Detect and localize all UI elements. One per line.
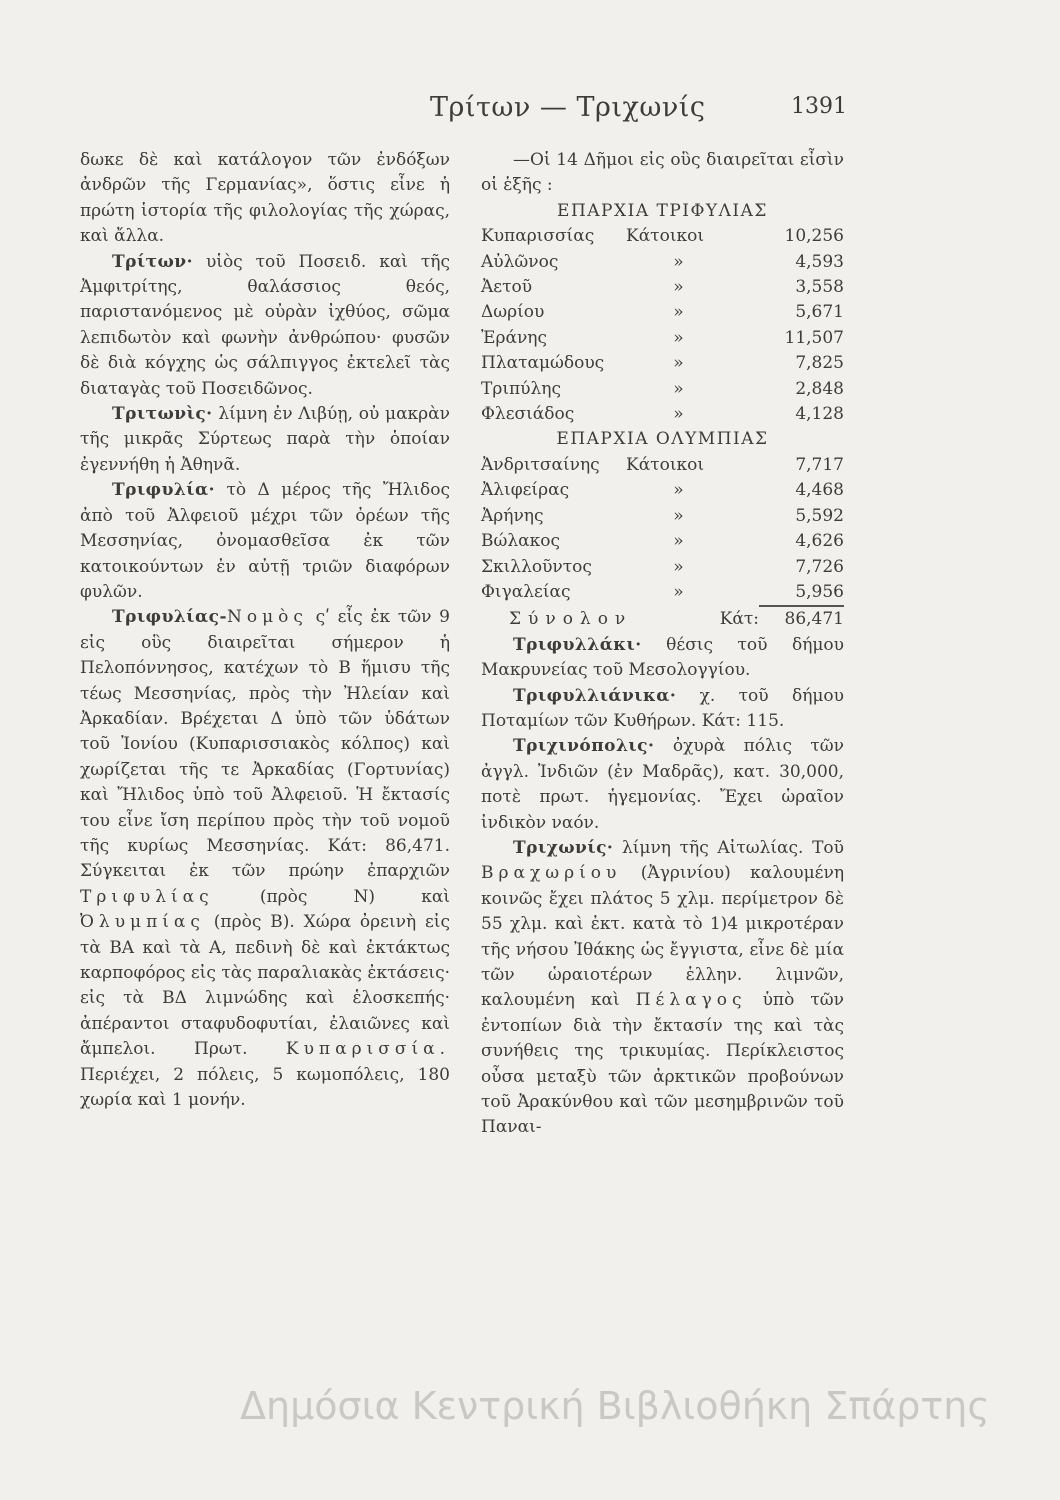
entry-tritonis xyxy=(80,402,450,478)
municipality-row xyxy=(481,250,844,275)
entry-trichinopolis xyxy=(481,734,844,836)
entry-text: θέσις τοῦ δήμου Μακρυνείας τοῦ Μεσολογγίου. xyxy=(481,634,844,681)
population-value: 5,956 xyxy=(795,581,844,602)
municipality-row xyxy=(481,377,844,402)
entry-trifyllaki xyxy=(481,633,844,684)
ditto-mark: » xyxy=(673,531,684,552)
municipality-row xyxy=(481,402,844,427)
entry-text: ὑπὸ τῶν ἐντοπίων διὰ τὴν ἔκτασίν της καὶ τὰς συνήθεις της τρικυμίας. Περίκλειστος οὖσα μεταξὺ τῶν ἀρκτικῶν προβούνων τοῦ Ἀρακύνθου καὶ τῶν μεσημβρινῶν τοῦ Παναι- xyxy=(481,990,844,1138)
population-value: 11,507 xyxy=(784,327,844,348)
population-value: 5,592 xyxy=(795,505,844,526)
municipality-row xyxy=(481,555,844,580)
population-value: 7,726 xyxy=(795,556,844,577)
entry-text: ὀχυρὰ πόλις τῶν ἀγγλ. Ἰνδιῶν (ἐν Μαδρᾶς), κατ. 30,000, ποτὲ πρωτ. ἡγεμονίας. Ἔχει ὡραῖον ἰνδικὸν ναόν. xyxy=(481,736,844,833)
entry-text: ςʹ εἷς ἐκ τῶν 9 εἰς οὓς διαιρεῖται σήμερον ἡ Πελοπόννησος, κατέχων τὸ Β ἥμισυ τῆς τέως Μεσσηνίας, πρὸς τὴν Ἠλείαν καὶ Ἀρκαδίαν. Βρέχεται Δ ὑπὸ τῶν ὑδάτων τοῦ Ἰονίου (Κυπαρισσιακὸς κόλπος) καὶ χωρίζεται τῆς τε Ἀρκαδίας (Γορτυνίας) καὶ Ἤλιδος ὑπὸ τοῦ Ἀλφειοῦ. Ἡ ἔκτασίς του εἶνε ἴση περίπου πρὸς τὴν τοῦ νομοῦ τῆς κυρίως Μεσσηνίας. Κάτ: 86,471. Σύγκειται ἐκ τῶν πρώην ἐπαρχιῶν xyxy=(80,607,450,882)
entry-lemma: Τριφυλλάκι· xyxy=(513,634,642,655)
population-table-trifylia xyxy=(481,224,844,427)
entry-text: λίμνη τῆς Αἰτωλίας. Τοῦ xyxy=(613,837,844,858)
population-value: 4,468 xyxy=(795,480,844,501)
entry-lemma: Τριφυλία· xyxy=(112,480,216,501)
page-header xyxy=(0,92,1060,132)
total-kat: Κάτ: xyxy=(719,608,759,629)
municipality-name: Σκιλλοῦντος xyxy=(481,556,592,577)
entry-trifylia xyxy=(80,478,450,605)
ditto-mark: » xyxy=(673,480,684,501)
entry-lemma: Τριφυλλιάνικα· xyxy=(513,685,677,706)
municipality-name: Κυπαρισσίας xyxy=(481,226,595,247)
entry-triton xyxy=(80,250,450,402)
municipality-name: Ἀλιφείρας xyxy=(481,480,570,501)
entry-text: (πρὸς Β). Χώρα ὀρεινὴ εἰς τὰ ΒΑ καὶ τὰ Α, πεδινὴ δὲ καὶ ἐκτάκτως καρποφόρος εἰς τὰς παραλιακὰς ἐκτάσεις· εἰς τὰ ΒΔ λιμνώδης καὶ ἑλοσκεπής· ἀπέραντοι σταφυδοφυτίαι, ἐλαιῶνες καὶ ἄμπελοι. Πρωτ. xyxy=(80,912,450,1060)
population-value: 7,717 xyxy=(795,454,844,475)
right-column xyxy=(481,148,844,1141)
ditto-mark: » xyxy=(673,378,684,399)
ditto-mark: » xyxy=(673,353,684,374)
municipality-row xyxy=(481,478,844,503)
ditto-mark: » xyxy=(673,327,684,348)
municipality-name: Φιγαλείας xyxy=(481,581,571,602)
municipality-row xyxy=(481,529,844,554)
municipalities-intro: —Οἱ 14 Δῆμοι εἰς οὓς διαιρεῖται εἶσὶν οἱ ἑξῆς : xyxy=(481,150,844,196)
municipality-name: Ἀετοῦ xyxy=(481,277,533,298)
entry-lemma: Τριχινόπολις· xyxy=(513,736,655,757)
spaced-word: Τριφυλίας xyxy=(80,886,214,907)
running-title: Τρίτων — Τριχωνίς xyxy=(430,92,706,123)
entry-text: Περιέχει, 2 πόλεις, 5 κωμοπόλεις, 180 χωρία καὶ 1 μονήν. xyxy=(80,1064,450,1111)
inhabitants-label: Κάτοικοι xyxy=(626,226,705,247)
entry-text: (Ἀγρινίου) καλουμένη κοινῶς ἔχει πλάτος 5 χλμ. περίμετρον δὲ 55 χλμ. καὶ ἐκτ. κατὰ τὸ 1)4 μικροτέραν τῆς νήσου Ἰθάκης ὡς ἔγγιστα, εἶνε δὲ μία τῶν ὡραιοτέρων ἑλλην. λιμνῶν, καλουμένη καὶ xyxy=(481,863,844,1011)
municipality-row xyxy=(481,453,844,478)
municipality-row xyxy=(481,275,844,300)
entry-lemma: Τριτωνὶς· xyxy=(112,404,213,425)
continuation-paragraph: δωκε δὲ καὶ κατάλογον τῶν ἐνδόξων ἀνδρῶν τῆς Γερμανίας», ὅστις εἶνε ἡ πρώτη ἱστορία τῆς φιλολογίας τῆς χώρας, καὶ ἄλλα. xyxy=(80,150,450,247)
entry-text: (πρὸς Ν) καὶ xyxy=(213,886,450,907)
population-value: 4,626 xyxy=(795,531,844,552)
population-value: 5,671 xyxy=(795,302,844,323)
library-watermark: Δημόσια Κεντρική Βιβλιοθήκη Σπάρτης xyxy=(240,1384,990,1428)
municipality-name: Πλαταμώδους xyxy=(481,353,605,374)
population-value: 2,848 xyxy=(795,378,844,399)
entry-trifylias-nomos xyxy=(80,605,450,1113)
entry-lemma: Τριφυλίας- xyxy=(112,607,227,628)
ditto-mark: » xyxy=(673,404,684,425)
municipality-name: Φλεσιάδος xyxy=(481,404,575,425)
municipality-row xyxy=(481,326,844,351)
municipality-name: Ἀνδριτσαίνης xyxy=(481,454,600,475)
entry-text: χ. τοῦ δήμου Ποταμίων τῶν Κυθήρων. Κάτ: 115. xyxy=(481,685,844,731)
municipality-name: Ἀρήνης xyxy=(481,505,544,526)
ditto-mark: » xyxy=(673,302,684,323)
ditto-mark: » xyxy=(673,251,684,272)
spaced-word: Κυπαρισσία. xyxy=(285,1039,450,1060)
entry-trichonis xyxy=(481,836,844,1141)
ditto-mark: » xyxy=(673,277,684,298)
ditto-mark: » xyxy=(673,505,684,526)
ditto-mark: » xyxy=(673,556,684,577)
total-row xyxy=(481,606,844,632)
municipality-row xyxy=(481,224,844,249)
total-value: 86,471 xyxy=(759,606,844,632)
spaced-word: Βραχωρίου xyxy=(481,863,622,884)
population-value: 7,825 xyxy=(795,353,844,374)
spaced-word: Πέλαγος xyxy=(635,990,747,1011)
population-total xyxy=(481,605,844,632)
inhabitants-label: Κάτοικοι xyxy=(626,454,705,475)
eparchy-heading: ΕΠΑΡΧΙΑ ΤΡΙΦΥΛΙΑΣ xyxy=(557,200,768,221)
page-number: 1391 xyxy=(791,94,847,119)
entry-text: λίμνη ἐν Λιβύῃ, οὐ μακρὰν τῆς μικρᾶς Σύρτεως παρὰ τὴν ὁποίαν ἐγεννήθη ἡ Ἀθηνᾶ. xyxy=(80,404,450,475)
entry-lemma: Τρίτων· xyxy=(112,251,194,272)
municipality-name: Τριπύλης xyxy=(481,378,561,399)
total-label: Σύνολον xyxy=(509,608,633,629)
entry-text: τὸ Δ μέρος τῆς Ἤλιδος ἀπὸ τοῦ Ἀλφειοῦ μέχρι τῶν ὀρέων τῆς Μεσσηνίας, ὀνομασθεῖσα ἐκ τῶν κατοικούντων ἐν αὐτῇ τριῶν διαφόρων φυλῶν. xyxy=(80,480,450,602)
entry-lemma: Τριχωνίς· xyxy=(513,837,614,858)
left-column xyxy=(80,148,450,1113)
ditto-mark: » xyxy=(673,581,684,602)
municipality-name: Δωρίου xyxy=(481,302,545,323)
municipality-name: Αὐλῶνος xyxy=(481,251,559,272)
spaced-word: Ὀλυμπίας xyxy=(80,912,205,933)
spaced-word: Νομὸς xyxy=(227,607,308,628)
eparchy-heading: ΕΠΑΡΧΙΑ ΟΛΥΜΠΙΑΣ xyxy=(556,429,769,450)
population-table-olympia xyxy=(481,453,844,605)
municipality-row xyxy=(481,300,844,325)
municipality-name: Ἐράνης xyxy=(481,327,548,348)
population-value: 3,558 xyxy=(795,277,844,298)
municipality-row xyxy=(481,504,844,529)
population-value: 10,256 xyxy=(784,226,844,247)
population-value: 4,128 xyxy=(795,404,844,425)
municipality-name: Βώλακος xyxy=(481,531,560,552)
municipality-row xyxy=(481,580,844,605)
population-value: 4,593 xyxy=(795,251,844,272)
municipality-row xyxy=(481,351,844,376)
entry-text: υἱὸς τοῦ Ποσειδ. καὶ τῆς Ἀμφιτρίτης, θαλάσσιος θεός, παριστανόμενος μὲ οὐρὰν ἰχθύος, σῶμα λεπιδωτὸν καὶ φωνὴν ἀνθρώπου· φυσῶν δὲ διὰ κόγχης ὡς σάλπιγγος ἐκτελεῖ τὰς διαταγὰς τοῦ Ποσειδῶνος. xyxy=(80,251,450,399)
entry-trifyllianika xyxy=(481,684,844,735)
